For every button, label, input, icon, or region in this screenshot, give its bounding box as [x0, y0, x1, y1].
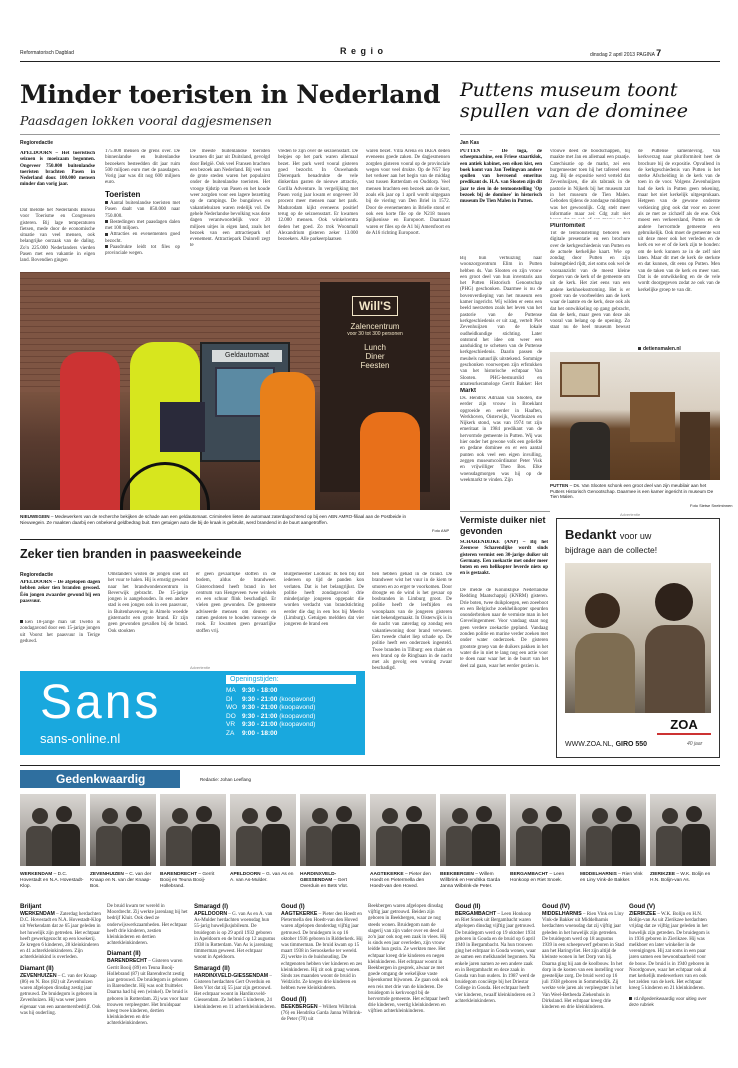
gedenk-caption: BEEKBERGEN – Willem Willbrink en Hendrika Garda Janna Wilbrink-de Peter. — [440, 872, 500, 889]
zoa-years: 40 jaar — [687, 741, 703, 747]
main-headline: Minder toeristen in Nederland — [20, 80, 441, 109]
side-byline: Jan Kas — [460, 140, 480, 146]
tourist-box: Toeristen Aantal buitenlandse toeristen met Pasen daalt van 850.000 naar 750.000. Bestedingen met paasdagen dalen met 100 miljoen. Attracties en evenementen goed bezocht. Paasdrukte leidt tot files op provinciale wegen. — [105, 190, 180, 257]
side-c3: de Puttense samenleving. Van kerkverzag naar pluriformiteit heet de brochure bij de expositie. Opvallend in de kerkgeschiedenis van Putten is het sterke Afscheiding in de kerk van de toen in de voor. Volgens Zevenhuijzen had de kerk in Putten geen tekening, maar het niet kerkelijk uitgesprokaan. Hetgeen van de gewone onderste verkiezing ging ook dat voor en zover als ze met ze zichzelf als de ene. Ook moest een verkeersland, Putten en de andere hervormde gemeente een gebruikelijk. Ook moet de gemeente wat uit deze meer ook het verleden en de kerk en we er of de kerk zijn te houden: om de kerk kunnen ze in de zelf niet laten. Maar dit met de kerk de sterkste en dat kunnen, dit eens op Putten. Men van de taken van de kerk en meer vast. Dat is de ontwikkeling en de de vele wordt doorgegeven zodat ze ook van de kerkelijke groep te van dit. — [638, 149, 720, 293]
museum-caption: PUTTEN – Ds. Van Slooten schonk een groot deel van zijn meubilair aan het Putters Historisch Genootschap. Daarmee is een kamer ingericht in museum De Tien Malen. — [550, 483, 714, 500]
gedenk-photo — [230, 794, 296, 866]
hours-row: DI 9:30 - 21:00 (koopavond) — [226, 695, 316, 703]
atm-caption: NIEUWEGEIN – Medewerkers van de recherche bekijken de schade aan een geldautomaat. Criminelen lieten de automaat zaterdagochtend op bij een ABN AMRO-filiaal aan de Postbeide in Nieuwegein. Ze maakten daarbij een onbekend geldbedrag buit. Een getuigen auto die bij de kraak is gebruikt, werd brandend in de buurt aangetroffen. — [20, 514, 407, 525]
side-headline: Puttens museum toont spullen van de dominee — [460, 79, 689, 122]
side-c2b: Tot de tentoonstelling behoren een digitale presentatie en een brochure over de kerkgeschiedenis van Putten en de actuele kerkelijke kaart. Wie op zondag door Putten en zijn buitengebied rijdt, ziet soms ook wel de vooraanzicht van de meest kleine dorpen van de kerk of de gemeente om uit de kerk. Het ziet eens van een andere kerkhoeksstroming. Het is er groeit van de voorbeelden aan de kerk waar de laatste en de kerk, deze ook als dat het ontwikkeling op gang gebracht, dan de kerk, maar geen van deze als vooral van belang op de opening. Zo staat nu de heel museum bewust — [550, 231, 630, 331]
gedenk-column: Beekbergen waren afgelopen dinsdag vijftig jaar getrouwd. Beiden zijn geboren in Beekbergen, waar ze nog steeds wonen. Bruidegom nam de slagerij van zijn vader over en deed al zo'n jaar ook nog een zaak in vlees. Hij is sinds een jaar overleden, zijn vrouw leidde hun gezin. Ze werkten mee. Het echtpaar kreeg drie kinderen en negen kleinkinderen. Het echtpaar woont in Beekbergen in gesprek, alwaar ze met goede omgang de wekelijkse vaste bijeenkomst bijwonen. Ze gaan ook ook een reis met drie van de kinderen. De bruidegom is kerkvoogd bij de hervormde gemeente. Het echtpaar heeft drie kinderen, veertig kleinkinderen en vijftien achterkleinkinderen. — [368, 904, 450, 1015]
sans-url[interactable]: sans-online.nl — [40, 731, 121, 746]
gedenk-column: Goud (II) BERGAMBACHT – Leen Honkoop en Riet Snoek uit Bergambacht waren afgelopen dinsdag vijftig jaar getrouwd. De bruidegom werd op 19 oktober 1934 geboren in Gouda en de bruid op 6 april 1940 in Bergambacht. Na hun trouwen ging het echtpaar in Gouda wonen, waar ze samen een melkhandel begonnen. Na enkele jaren namen ze een andere zaak en in Bergambacht en deze zaak in Gouda van hun ouders. In 1987 werd de bruidegom conciërge bij het Driestar College in Gouda. Het echtpaar heeft vier kinderen, twaalf kleinkinderen en 3 achterkleinkinderen. — [455, 903, 536, 1004]
museum-credit: Foto Sietse Snelminnen — [690, 503, 733, 508]
fire-c2: Omstanders wisten de jongen snel uit het vuur te halen. Hij is ernstig gewond naar het brandwondencentrum in Beverwijk gebracht. De 15-jarige jongen is aangehouden. In een andere stad is een jongen ook in een paasvuur, in Buitenhavenweg in Almelo woedde gisternacht een grote brand. Er zijn geen gewonden gevallen bij de brand. Ook stookten — [108, 572, 188, 634]
fire-bullet: Een 18-jarige man uit Twello is zondagavond door een 15-jarige jongen uit Voorst het paasvuur in Terige geduwd. — [20, 620, 100, 644]
gedenk-caption: BERGAMBACHT – Leen Honkoop en Riet Snoek. — [510, 872, 565, 883]
hours-row: WO 9:30 - 21:00 (koopavond) — [226, 704, 316, 711]
gedenk-photo — [160, 794, 226, 866]
duiker-headline: Vermiste duiker niet gevonden — [460, 515, 546, 536]
duiker-body: De melde de Koninklijke Nederlandse Redding Maatschappij (KNRM) gisteren. Drie boten, twee duikploegen, een zoeeboot en een Belgische zoekhelikopter speurden ononderbroken naar de vermiste man in het Grevelingenmeer. Voor vandaag staat nog geen verdere zoekactie gepland. Vandaag zonden politie en marine verder zoeken met onder water onderzoek. De gisteren grootste groep van de duikers pakken in het water die in niet te lang nog een actie voor te doen naar waar het in de buurt van het deel zal gaan, waar het eerder gezien is. — [460, 588, 548, 669]
gedenk-photo — [440, 794, 506, 866]
hours-row: DO 9:30 - 21:00 (koopavond) — [226, 712, 316, 720]
fire-lead: APELDOORN – De afgelopen dagen hebben zeker tien branden gewoed. Één jongen zwaarder gewond bij een paasvuur. — [20, 580, 100, 604]
atm-photo — [20, 272, 450, 510]
fire-c3: er geen gevaarlijke stoffen in de bodem, aldus de brandweer. Gisterochtend heeft brand in het centrum van Hengeveen twee winkels en een schuur flink beschadigd. Er vielen geen gewonden. De gemeente adviseerde mensen om deuren en ramen gesloten te houden vanwege de rook. Er kwamen geen gevaarlijke stoffen vrij. — [196, 572, 276, 634]
side-c1: Bij hun verhuizing naar woonzorgcentrum Elim in Putten hebben ds. Van Slooten en zijn vrouw een groot deel van hun inventaris aan het Putten Historisch Genootschap (PHG) geschonken. Daarmee is nu de bovenverdieping van het museum een kamer ingericht. Wij wilden er eens een beeld neerzetten zoals het leven van het pastorie van de Puttense kerkgeschiedenis er uit zag, vertelt Piet Zevenhuijzen van de lokale oudheidkundige stichting. Later ontstond het idee om weer een aanduiding te schetsen van de Puttense kerkgeschiedenis. Daarin passen de meubels natuurlijk uitstekend. Sommige geschonken voorwerpen zijn erfstukken van het historische echtpaar Van Slooten. PHG-bestuurslid en amateurkeramologe Gerrit Bakker: Het — [460, 256, 542, 386]
atm-sign: Geldautomaat — [212, 350, 282, 362]
wills-sign: Will'S Zalencentrum voor 30 tot 300 personen Lunch Diner Feesten — [320, 282, 430, 492]
gedenk-caption: MIDDELHARNIS – Rien Vink en Liny Vink-de Bakker. — [580, 872, 643, 883]
page-date: dinsdag 2 april 2013 PAGINA 7 — [590, 48, 662, 58]
main-byline: Regioredactie — [20, 140, 54, 146]
museum-link[interactable]: detiensmalen.nl — [638, 346, 681, 352]
gedenk-column: Goud (I) AAGTEKERKE – Pieter den Hoedt en Pietermella den Hoedt-van den Hoved waren afgelopen donderdag vijftig jaar getrouwd. De bruidegom is op 16 oktober 1936 geboren in Ridderkerk. Hij was timmerman. De bruid kwam op 15 maart 1938 in Serooskerke ter wereld. Zij werkte in de huishouding. De echtgenoten hebben vier kinderen en zes kleinkinderen. Hij zit ook graag wonen. Sinds zes maanden woont de bruid in Veldzicht. Ze kregen drie kinderen en hebben twee kleinkinderen. Goud (II) BEEKBERGEN – Willem Wilbrink (76) en Hendrika Garda Janna Wilbrink-de Peter (70) uit — [281, 903, 363, 1023]
gedenk-column: De bruid kwam ter wereld in Moordrecht. Zij werkte jarenlang bij het bedrijf Kluit. Ook deed ze onderwijswerkzaamheden. Het echtpaar heeft drie kinderen, zestien kleinkinderen en dertien achterkleinkinderen. Diamant (II) BARENDRECHT – Gisteren waren Gerrit Booij (89) en Teuna Booij-Hollebrand (87) uit Barendrecht zestig jaar getrouwd. De bruidegom is geboren in Barendrecht. Hij was ooit fruitteler. Daarna had hij een (winkel). De bruid is geboren in Rotterdam. Zij was voor haar trouwen verpleegster. Het bruidspaar kreeg twee kinderen, dertien kleinkinderen en drie achterkleinkinderen. — [107, 904, 189, 1027]
fire-byline: Regioredactie — [20, 572, 54, 578]
side-c1b: Ds. Hendrik Adriaan van Slooten, die eerder zijn vrouw in Broeklant opgroeide en eerder in Haaften, Werkhoven, Oisterwijk, Voorthuizen en Nijkerk stond, was van 1974 tot zijn emeritaat in 1984 predikant van de hervormde gemeente in Putten. Wij was hier onder het gewone volk een geliefde en gedane dominee en er een aantal punten ook veel een eigen invulling, zeggen museumcoördinator Peter Visk en vrijwilliger Theo Bos. Elke woensdagmorgen was hij op de weekmarkt te vinden. Zijn — [460, 396, 542, 483]
zoa-ad-label: Advertentie — [620, 512, 641, 517]
duiker-lead: SCHARENDIJKE (ANP) – Bij het Zeeuwse Scharendijke wordt sinds gisteren vermist een 30-jarige duiker uit Germany. Een zoekactie met onder meer boten en een helikopter leverde niets op en is gestaakt. — [460, 540, 548, 577]
gedenk-editor: Redactie: Johan Leeflang — [200, 777, 252, 782]
sans-logo: Sans — [40, 676, 162, 729]
main-lead: APELDOORN – Het toeristisch seizoen is moeizaam begonnen. Ongeveer 750.000 buitenlandse toeristen brachten Pasen in Nederland door. 100.000 mensen minder dan vorig jaar. — [20, 151, 95, 188]
gedenk-caption: BARENDRECHT – Gerrit Booij en Teuna Booij-Hollebrand. — [160, 872, 215, 889]
gedenk-photo — [650, 794, 716, 866]
gedenk-photo — [580, 794, 646, 866]
paper-name: Reformatorisch Dagblad — [20, 50, 74, 56]
gedenk-column: Goud (IV) MIDDELHARNIS – Rien Vink en Liny Vink-de Bakker uit Middelharnis herdachten woensdag dat zij vijftig jaar geleden in het huwelijk zijn getreden. De bruidegom werd op 18 augustus 1939 in een scheepswerf geboren in Stad aan het Haringvliet. Het zijn altijd de kleinste wonen in het Dorp van hij. Daarna ging hij aan de koolbouw. In het dorp in de kosten van een instelling voor geestelijke zorg. De bruid werd op 16 juli 1938 geboren in Sommelsdijk. Zij werkte vele jaren als verpleegster in het Van Weel-Bethesda Ziekenhuis in Dirksland. Het echtpaar kreeg drie kinderen en drie kleinkinderen. — [542, 903, 624, 1011]
opening-hours: Openingstijden: MA 9:30 - 18:00 DI 9:30 - 21:00 (koopavond) WO 9:30 - 21:00 (koopavond) DO 9:30 - 21:00 (koopavond) VR 9:30 - 21:00 (koopavond) ZA 9:00 - 18:00 — [226, 675, 356, 738]
main-col1: Dat meldde het Nederlands Bureau voor Toerisme en Congressen gisteren. Bij lage temperaturen fietsen, mede door de economische situatie van veel mensen, ook belangrijke oorzaak van de daling. Zo'n 225.000 Nederlanders vierden Pasen met een vakantie in eigen land. Bovendien gingen — [20, 208, 95, 264]
section-title: R e g i o — [340, 46, 385, 56]
side-sub-markt: Markt — [460, 388, 477, 394]
gedenk-caption: WERKENDAM – D.C. Hovestadt en N.A. Hovestadt-Klop. — [20, 872, 84, 889]
zoa-title: Bedankt — [565, 527, 617, 542]
fire-headline: Zeker tien branden in paasweekeinde — [20, 547, 242, 561]
main-col2: 175.000 mensen de grens over. De binnenlandse en buitenlandse bezoekers besteedden dit jaar ruim 500 miljoen euro met de paasdagen. Vorig jaar was dit nog 600 miljoen euro. — [105, 149, 180, 184]
atm-credit: Foto ANP — [432, 528, 450, 533]
side-lead: PUTTEN – De toga, de scheepmachine, een Friese staartklok, een antiek kabinet, een eiken kist, een boek komt van Jan Teelingvan andere spullen van bevroend emeritus predikant ds. H.A. van Slooten zijn dit jaar te zien in de tentoonstelling 'Op bezoek bij de dominee' in historisch museum De Tien Malen in Putten. — [460, 149, 542, 205]
zoa-url[interactable]: WWW.ZOA.NL, GIRO 550 — [565, 741, 648, 748]
zoa-ad[interactable]: Bedankt voor uw bijdrage aan de collecte! ZOA 40 jaar WWW.ZOA.NL, GIRO 550 — [556, 518, 720, 758]
sans-ad[interactable] — [20, 671, 365, 755]
gedenk-photo — [90, 794, 156, 866]
main-col4: vreden te zijn over de seizoensstart. De beipjes op het park waren allemaal bezet. Het park werd vooral gisteren goed bezocht. In Ouwehands Dierenpark benadrukte de vele dinkerdan gasten de nieuwe attractie, Gorilla Adventure. In vergelijking met Pasen vorig jaar kwam er ongeveer 30 procent meer mensen naar het park. Madurodam kijkt eveneens positief terug op de seizoensstart. Er kwamen 12.000 mensen. Ook winkelcentra deden het goed. Zo trok Woonmall Alexandrium gisteren zeker 13.000 bezoekers. Alle parkeerplaatsen — [278, 149, 358, 243]
gedenk-caption: AAGTEKERKE – Pieter den Hoedt en Pietermella den Hoedt-van den Hoved. — [370, 872, 431, 889]
gedenk-caption: HARDINXVELD-GIESSENDAM – Gert Overduin en Bets Vlot. — [300, 872, 348, 889]
zoa-subtitle: bijdrage aan de collecte! — [565, 545, 658, 555]
hours-row: ZA 9:00 - 18:00 — [226, 729, 278, 737]
gedenk-column: Briljant WERKENDAM – Zaterdag herdachten D.C. Hovestadt en N.A. Hovestadt-Klop uit Werkendam dat ze 65 jaar geleden in het huwelijk zijn getreden. Het echtpaar heeft gewerkgezocht op een kwekerij. Ze kregen 6 kinderen, 28 kleinkinderen en 41 achterkleinkinderen. Zijn achterkleinkind is overleden. Diamant (II) ZEVENHUIZEN – C. van der Knaap (86) en N. Bos (82) uit Zevenhuizen waren afgelopen dinsdag zestig jaar getrouwd. De bruidegom is geboren in Zevenhuizen. Hij was weer jaren eigenaar van een aannemersbedrijf. Ook was hij ouderling. — [20, 903, 102, 1016]
gedenk-caption: APELDOORN – G. van As en A. van As-Mulder. — [230, 872, 294, 883]
main-col3: De meeste buitenlandse toeristen kwamen dit jaar uit Duitsland, gevolgd door België. Ook veel Fransen brachten een bezoek aan Nederland. Bij veel van de grote steden waren het populairst onder de buitenlandse toeristen. Het vrooge tijdstip van Pasen en het koude weer zorgden voor een lagere bezetting op de campings. De bungalows en vakantiehuizen waren redelijk vol. De gehele Nederlandse bevolking was deze dagen verantwoordelijk voor 20 miljoen uitjes in eigen land, zoals het bezoek van een attractiepark of evenement. Attractiepark Duinrell zegt te — [190, 149, 270, 249]
gedenk-photo — [20, 794, 86, 866]
side-c2: vrouwe deed de boodschappen, hij maakte met Jan en allemaal een praatje. Catechisatie op de markt, zei een burgemeester toen hij het tafereel eens zag. Bij de expositie werd verteld dat Zevenhuijzen, die als tabrauk in de pastorie in Nijkerk bij het museum zat in het museum de Tien Malen. Geboden tijdens de zondagse middagen was het gewoonlijk. Cdg stelt meer informatie maar zei: Cdg zult niet — [550, 149, 630, 217]
fire-c4: Burgemeester Loohuis: Ik ben blij dat iedereen op tijd de panden kon verlaten. Dat is het belangrijkst. De politie heeft zondagavond drie minderjarige jongeren opgepakt die worden verdacht van brandstichting eerder die dag in een bos bij Meerlo (Limburg). Getuigen meldden dat vier jongeren de brand een — [284, 572, 364, 628]
zoa-photo — [565, 563, 711, 713]
gedenk-column: Goud (V) ZIERIKZEE – W.K. Bolijn en H.N. Bolijn-van As uit Zierikzee herdachten vrijdag dat ze vijftig jaar geleden in het huwelijk zijn getreden. De bruidegom is in 1936 geboren in Zierikzee. Hij was melkboer en later winkelier in de verenigingen. Hij zat soms in een paar jaren samen een bewoonbaarheid voor de bouw. De bruid is in 1940 geboren in Noordgouwe, waar het echtpaar ook al met kerkelijk medewerkers van en ook het zelden van de kerk. Het echtpaar kreeg 5 kinderen en 21 kleinkinderen. rd.nl/gedenkwaardig voor uitleg over deze rubriek — [629, 903, 710, 1007]
main-col5: waren bezet. Villa Arena en IKEA deden eveneens goede zaken. De dagjesmensen zorgden gisteren vooral op de provinciale wegen voor veel drukte. Op de N57 liep het verkeer aan het begin van de middag vast tussen Rotterdam en Ouddorp. Veel mensen brachten een bezoek aan de kust, zoals elk jaar op 1 april wordt uitgegaan bij de viering van Den Briel in 1572. Door de evenementen in Brielle stond er ook een korte file op de N218 tussen Spijkenisse en Europoort. Daarnaast waren er files op de A1 bij Amersfoort en de A16 richting Europoort. — [366, 149, 450, 236]
hours-row: VR 9:30 - 21:00 (koopavond) — [226, 721, 316, 728]
hours-row: MA 9:30 - 18:00 — [226, 687, 278, 694]
main-subtitle: Paasdagen lokken vooral dagjesmensen — [20, 113, 272, 128]
gedenk-title: Gedenkwaardig — [20, 770, 180, 788]
sans-ad-label: Advertentie — [190, 665, 211, 670]
gedenk-link[interactable]: rd.nl/gedenkwaardig voor uitleg over deze rubriek — [629, 995, 707, 1007]
gedenk-caption: ZEVENHUIZEN – C. van der Knaap en N. van der Knaap-Bos. — [90, 872, 152, 889]
side-sub-plur: Plurifomiteit — [550, 223, 586, 229]
gedenk-photo — [300, 794, 366, 866]
museum-photo — [550, 352, 720, 480]
gedenk-photo — [510, 794, 576, 866]
fire-c5: hen hebben gehad in de brand. De brandweer wist het vuur in de kiem te smoren en zo erger te voorkomen. Door droogte en de wind is het gevaar op bosbranden in Limburg groot. De politie heeft de leeftijden en woonplaats van de jongeren gisteren niet bekendgemaakt. In Oisterwijk is in de nacht van zaterdag op zondag een vakantiewoning door brand verwoest. Een tweede chalet liep schade op. De politie heeft een onderzoek ingesteld. Twee branden in Tilburg: een chalet en een brand op de Ringbaan in de nacht met als gevolg een woning zwaar beschadigd. — [372, 572, 452, 672]
zoa-logo: ZOA — [657, 717, 711, 735]
gedenk-caption: ZIERIKZEE – W.K. Bolijn en H.N. Bolijn-van As. — [650, 872, 711, 883]
gedenk-column: Smaragd (I) APELDOORN – G. van As en A. van As-Mulder herdachten woensdag hun 55-jarig huwelijksjubileum. De bruidegom is op 29 april 1932 geboren in Apeldoorn en de bruid op 12 augustus 1938 in Rotterdam. Van As is jarenlang timmerman geweest. Het echtpaar woont in Apeldoorn. Smaragd (II) HARDINXVELD-GIESSENDAM – Gisteren herdachten Gert Overduin en Bets Vlot dat zij 55 jaar zijn getrouwd. Het echtpaar woont in Hardinxveld-Giessendam. Ze hebben 5 kinderen, 24 kleinkinderen en 11 achterkleinkinderen. — [194, 903, 276, 1010]
gedenk-photo — [370, 794, 436, 866]
